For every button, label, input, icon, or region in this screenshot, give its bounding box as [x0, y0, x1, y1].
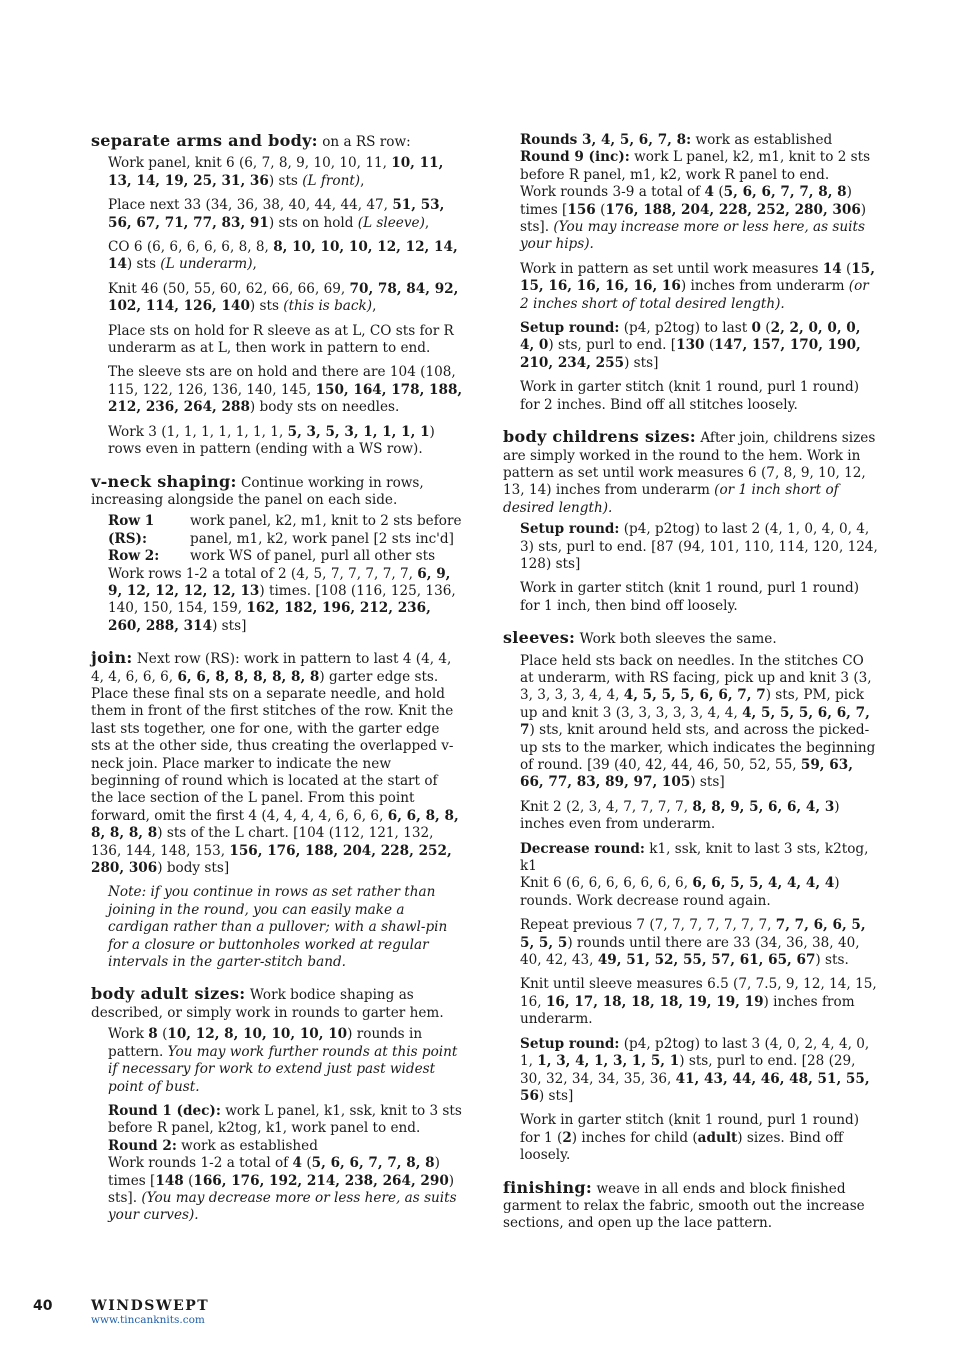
text-run: ) sts, purl to end. [	[548, 337, 677, 354]
page-number: 40	[33, 1298, 53, 1314]
instruction-paragraph	[91, 281, 463, 316]
text-run: ) rounds in pattern.	[108, 1026, 423, 1060]
section-body	[91, 651, 459, 876]
instruction-paragraph	[503, 799, 878, 834]
right-column	[503, 132, 878, 1243]
bold-run: 148	[155, 1172, 184, 1189]
text-run: ) sts of the L chart. [104 (112, 121, 132, 136, 144, 148, 153,	[91, 825, 434, 859]
text-run: ) sts, knit around held sts, and across the picked-up sts to the marker, which indicates the beginning of round. [39 (40, 42, 44, 46, 50, 52, 55,	[520, 722, 876, 773]
text-run: ) rows even in pattern (ending with a WS row).	[108, 423, 435, 458]
text-run: Work rounds 3-9 a total of	[520, 184, 705, 201]
bold-run: 59, 63, 66, 77, 83, 89, 97, 105	[520, 757, 853, 791]
instruction-paragraph	[91, 197, 463, 232]
text-run: ,	[424, 214, 430, 231]
text-run: (	[595, 201, 606, 218]
text-run: ) sts, PM, pick up and knit 3 (3, 3, 3, 3, 3, 4, 4,	[520, 687, 864, 721]
row-text: work panel, k2, m1, knit to 2 sts before panel, m1, k2, work panel [2 sts inc'd]	[190, 513, 462, 547]
italic-run: (this is back)	[283, 298, 373, 315]
instruction-paragraph	[503, 917, 878, 969]
bold-run: 8	[148, 1026, 158, 1043]
section-intro: weave in all ends and block finished garment to relax the fabric, smooth out the increase sections, and open up the lace pattern.	[503, 1180, 865, 1232]
text-run: ) garter edge sts. Place these final sts on a separate needle, and hold them in front of the first stitches of the row. Knit the last sts together, one for one, with the garter edge sts at the other side, thus creating the overlapped v-neck join. Place marker to indicate the new beginning of round which is located at the start of the lace section of the L panel. From this point forward, omit the first 4 (4, 4, 4, 4, 6, 6, 6,	[91, 668, 454, 824]
text-run: Work in pattern as set until work measures	[520, 260, 823, 277]
round-text: work as established	[176, 1137, 318, 1154]
text-run: ) sizes. Bind off loosely.	[520, 1129, 844, 1164]
text-run: (	[714, 184, 724, 201]
text-run: ) inches for child (	[571, 1129, 698, 1146]
instruction-paragraph	[91, 155, 463, 190]
instruction-paragraph	[503, 261, 878, 313]
text-run: ) sts	[126, 256, 161, 273]
text-run: ,	[372, 298, 377, 315]
text-run: ) sts]	[538, 1087, 574, 1104]
left-column	[91, 132, 463, 1235]
text-run: ) sts]	[624, 354, 659, 371]
bold-run: 5, 3, 5, 3, 1, 1, 1, 1	[287, 423, 430, 440]
text-run: Next row (RS): work in pattern to last 4 (4, 4, 4, 4, 6, 6, 6,	[91, 651, 452, 685]
bold-run: 6, 6, 8, 8, 8, 8, 8, 8	[91, 807, 459, 842]
text-run: ) sts on hold	[268, 214, 358, 231]
instruction-paragraph	[520, 875, 878, 910]
instruction-paragraph	[91, 364, 463, 416]
bold-run: 8, 8, 9, 5, 6, 6, 4, 3	[692, 798, 835, 815]
section-separate-arms	[91, 132, 463, 459]
text-run: ) sts, purl to end. [28 (29, 30, 32, 34, 34, 35, 36,	[520, 1053, 856, 1087]
section-sleeves	[503, 629, 878, 1164]
bold-run: 176, 188, 204, 228, 252, 280, 306	[605, 201, 861, 218]
text-run: (	[302, 1155, 312, 1172]
text-run: ) body sts on needles.	[249, 399, 400, 416]
text-run: ) sts].	[520, 201, 867, 236]
text-run: CO 6 (6, 6, 6, 6, 6, 8, 8,	[108, 239, 274, 256]
text-run: ) rounds until there are 33 (34, 36, 38, 40, 40, 42, 43,	[520, 934, 860, 969]
bold-run: Setup round:	[520, 1035, 620, 1052]
instruction-paragraph	[503, 976, 878, 1028]
row-label: Row 1 (RS):	[108, 513, 155, 547]
text-run: Place held sts back on needles. In the stitches CO at underarm, with RS facing, pick up and knit 3 (3, 3, 3, 3, 3, 4, 4,	[520, 652, 872, 704]
text-run: (	[704, 337, 715, 354]
bold-run: 4, 5, 5, 5, 6, 6, 7, 7	[520, 704, 870, 739]
instruction-paragraph	[520, 184, 878, 254]
text-run: ) times [	[520, 184, 852, 218]
text-run: ) inches from underarm	[680, 278, 849, 295]
section-intro: on a RS row:	[317, 134, 411, 150]
section-intro: After join, childrens sizes are simply worked in the round to the hem. Work in pattern as set until work measures 6 (7, 8, 9, 10, 12, 13, 14) inches from underarm	[503, 430, 876, 499]
text-run: (p4, p2tog) to last 2 (4, 1, 0, 4, 0, 4, 3) sts, purl to end. [87 (94, 101, 110, 114, 120, 124, 128) sts]	[520, 521, 878, 572]
text-run: Work in garter stitch (knit 1 round, purl 1 round) for 2 inches. Bind off all stitches loosely.	[520, 379, 860, 413]
section-title: finishing:	[503, 1177, 593, 1197]
bold-run: 10, 12, 8, 10, 10, 10, 10	[167, 1026, 348, 1043]
bold-run: 4, 5, 5, 5, 6, 6, 7, 7	[623, 687, 766, 704]
bold-run: 2, 2, 0, 0, 0, 4, 0	[520, 320, 861, 354]
round-label: Round 1 (dec):	[108, 1102, 221, 1119]
section-body-childrens	[503, 428, 878, 615]
instruction-paragraph	[503, 580, 878, 615]
text-run: (	[183, 1172, 194, 1189]
italic-run: (L sleeve)	[357, 214, 425, 231]
bold-run: 6, 9, 9, 12, 12, 12, 12, 13	[108, 565, 451, 599]
text-run: Work in garter stitch (knit 1 round, purl 1 round) for 1 inch, then bind off loosely.	[520, 580, 860, 614]
italic-run: (or 2 inches short of total desired length).	[520, 278, 869, 312]
text-run: ) body sts]	[157, 860, 230, 877]
bold-run: 5, 6, 6, 7, 7, 8, 8	[723, 184, 847, 201]
bold-run: 8, 10, 10, 10, 12, 12, 14, 14	[108, 239, 458, 273]
section-intro-italic: (or 1 inch short of desired length).	[503, 482, 839, 516]
section-intro: Continue working in rows, increasing alongside the panel on each side.	[91, 474, 424, 508]
text-run: ) times. [108 (116, 125, 136, 140, 150, 154, 159,	[108, 582, 456, 617]
italic-run: (L front)	[302, 172, 361, 189]
round-label: Decrease round:	[520, 840, 645, 857]
instruction-paragraph	[91, 323, 463, 358]
bold-run: 41, 43, 44, 46, 48, 51, 55, 56	[520, 1070, 870, 1104]
instruction-paragraph	[503, 320, 878, 372]
bold-run: 4	[292, 1155, 303, 1172]
bold-run: 15, 15, 16, 16, 16, 16, 16	[520, 260, 875, 295]
text-run: (	[841, 260, 852, 277]
text-run: Knit 46 (50, 55, 60, 62, 66, 66, 69,	[108, 280, 350, 297]
text-run: Work	[108, 1026, 149, 1043]
text-run: ) sts.	[815, 952, 849, 969]
section-intro: Work both sleeves the same.	[575, 631, 777, 648]
instruction-paragraph	[503, 1036, 878, 1106]
website-link[interactable]: www.tincanknits.com	[91, 1314, 205, 1326]
round-instructions	[91, 1103, 463, 1225]
round-instructions	[503, 132, 878, 254]
instruction-paragraph	[91, 1026, 463, 1096]
section-vneck	[91, 473, 463, 636]
text-run: ) sts].	[108, 1172, 455, 1206]
bold-run: 5, 6, 6, 7, 7, 8, 8	[311, 1155, 435, 1172]
text-run: Knit 2 (2, 3, 4, 7, 7, 7, 7,	[520, 798, 693, 815]
bold-run: 2	[562, 1129, 572, 1146]
round-text: k1, ssk, knit to last 3 sts, k2tog, k1	[520, 840, 869, 875]
text-run: Work rows 1-2 a total of 2 (4, 5, 7, 7, 7, 7, 7,	[108, 565, 418, 582]
bold-run: 1, 3, 4, 1, 3, 1, 5, 1	[537, 1053, 680, 1070]
section-title: v-neck shaping:	[91, 471, 237, 491]
text-run: Work rounds 1-2 a total of	[108, 1155, 293, 1172]
bold-run: 6, 6, 5, 5, 4, 4, 4, 4	[692, 875, 835, 892]
row-label: Row 2:	[108, 548, 160, 565]
section-title: separate arms and body:	[91, 131, 318, 150]
round-text: work L panel, k1, ssk, knit to 3 sts before R panel, k2tog, k1, work panel to end.	[108, 1102, 462, 1137]
bold-run: 4	[704, 184, 715, 201]
text-run: ,	[360, 172, 365, 189]
bold-run: 156	[567, 201, 596, 218]
text-run: Place sts on hold for R sleeve as at L, CO sts for R underarm as at L, then work in pattern to end.	[108, 322, 454, 357]
text-run: (p4, p2tog) to last	[619, 320, 752, 337]
bold-run: 10, 11, 13, 14, 19, 25, 31, 36	[108, 155, 444, 189]
italic-run: You may work further rounds at this point if necessary for work to extend just past widest point of bust.	[108, 1043, 458, 1095]
text-run: Knit 6 (6, 6, 6, 6, 6, 6, 6,	[520, 875, 693, 892]
instruction-paragraph	[503, 379, 878, 414]
section-title: join:	[91, 648, 133, 668]
bold-run: 6, 6, 8, 8, 8, 8, 8, 8	[177, 668, 320, 685]
text-run: ,	[252, 256, 257, 273]
round-label: Rounds 3, 4, 5, 6, 7, 8:	[520, 132, 692, 148]
instruction-paragraph	[91, 424, 463, 459]
round-label: Round 2:	[108, 1137, 177, 1154]
bold-run: 0	[751, 320, 761, 337]
text-run: Place next 33 (34, 36, 38, 40, 44, 44, 47,	[108, 197, 393, 214]
instruction-paragraph	[91, 239, 463, 274]
bold-run: 147, 157, 170, 190, 210, 234, 255	[520, 337, 861, 371]
bold-run: 14	[822, 260, 842, 277]
text-run: (	[760, 320, 771, 337]
round-text: work L panel, k2, m1, knit to 2 sts before R panel, m1, k2, work R panel to end.	[520, 149, 871, 183]
bold-run: 51, 53, 56, 67, 71, 77, 83, 91	[108, 197, 445, 231]
bold-run: 7, 7, 6, 6, 5, 5, 5, 5	[520, 917, 866, 951]
bold-run: 166, 176, 192, 214, 238, 264, 290	[193, 1172, 449, 1189]
instruction-paragraph	[503, 1112, 878, 1164]
text-run: ) sts	[249, 298, 284, 315]
bold-run: 16, 17, 18, 18, 18, 19, 19, 19	[545, 993, 764, 1010]
section-title: body adult sizes:	[91, 984, 246, 1004]
text-run: Work in garter stitch (knit 1 round, purl 1 round) for 1 (	[520, 1112, 860, 1146]
italic-run: (You may decrease more or less here, as suits your curves).	[108, 1189, 457, 1224]
pattern-brand: WINDSWEPT	[91, 1298, 210, 1314]
section-join	[91, 649, 463, 971]
bold-run: adult	[697, 1129, 738, 1146]
text-run: Work 3 (1, 1, 1, 1, 1, 1, 1,	[108, 423, 288, 440]
text-run: ) sts	[268, 172, 303, 189]
instruction-paragraph	[503, 653, 878, 792]
text-run: ) sts]	[690, 774, 725, 791]
italic-run: (You may increase more or less here, as suits your hips).	[520, 219, 865, 253]
bold-run: Setup round:	[520, 521, 620, 538]
text-run: Work panel, knit 6 (6, 7, 8, 9, 10, 10, 11,	[108, 155, 392, 172]
text-run: ) sts]	[212, 617, 247, 634]
text-run: The sleeve sts are on hold and there are 104 (108, 115, 122, 126, 136, 140, 145,	[108, 364, 456, 398]
text-run: ) inches even from underarm.	[520, 798, 840, 833]
section-body-continued	[503, 132, 878, 414]
bold-run: 162, 182, 196, 212, 236, 260, 288, 314	[108, 600, 431, 634]
text-run: ) times [	[108, 1155, 440, 1189]
bold-run: Setup round:	[520, 320, 620, 337]
text-run: ) inches from underarm.	[520, 993, 855, 1028]
text-run: (p4, p2tog) to last 3 (4, 0, 2, 4, 4, 0, 1,	[520, 1035, 870, 1070]
section-title: sleeves:	[503, 628, 576, 648]
instruction-paragraph	[108, 1155, 463, 1225]
bold-run: 150, 164, 178, 188, 212, 236, 264, 288	[108, 381, 463, 416]
bold-run: 70, 78, 84, 92, 102, 114, 126, 140	[108, 280, 459, 315]
text-run: ) rounds. Work decrease round again.	[520, 875, 840, 909]
bold-run: 156, 176, 188, 204, 228, 252, 280, 306	[91, 842, 452, 877]
bold-run: 130	[676, 337, 705, 354]
section-intro: Work bodice shaping as described, or simply work in rounds to garter hem.	[91, 987, 444, 1021]
section-title: body childrens sizes:	[503, 427, 697, 447]
note-paragraph: Note: if you continue in rows as set rather than joining in the round, you can easily make a cardigan rather than a pullover; with a shawl-pin for a closure or buttonholes worked at regular intervals in the garter-stitch band.	[108, 884, 448, 971]
round-text: work as established	[691, 132, 833, 148]
italic-run: (L underarm)	[160, 256, 253, 273]
section-finishing	[503, 1179, 878, 1233]
decrease-instructions	[503, 841, 878, 911]
text-run: Repeat previous 7 (7, 7, 7, 7, 7, 7, 7,	[520, 917, 776, 934]
bold-run: 49, 51, 52, 55, 57, 61, 65, 67	[597, 952, 816, 969]
row-instructions	[91, 513, 463, 635]
text-run: Knit until sleeve measures 6.5 (7, 7.5, 9, 12, 14, 15, 16,	[520, 976, 877, 1010]
instruction-paragraph	[108, 566, 463, 636]
section-body-adult	[91, 985, 463, 1224]
text-run: (	[157, 1026, 168, 1043]
row-text: work WS of panel, purl all other sts	[190, 548, 436, 565]
round-label: Round 9 (inc):	[520, 149, 630, 166]
instruction-paragraph	[503, 521, 878, 573]
